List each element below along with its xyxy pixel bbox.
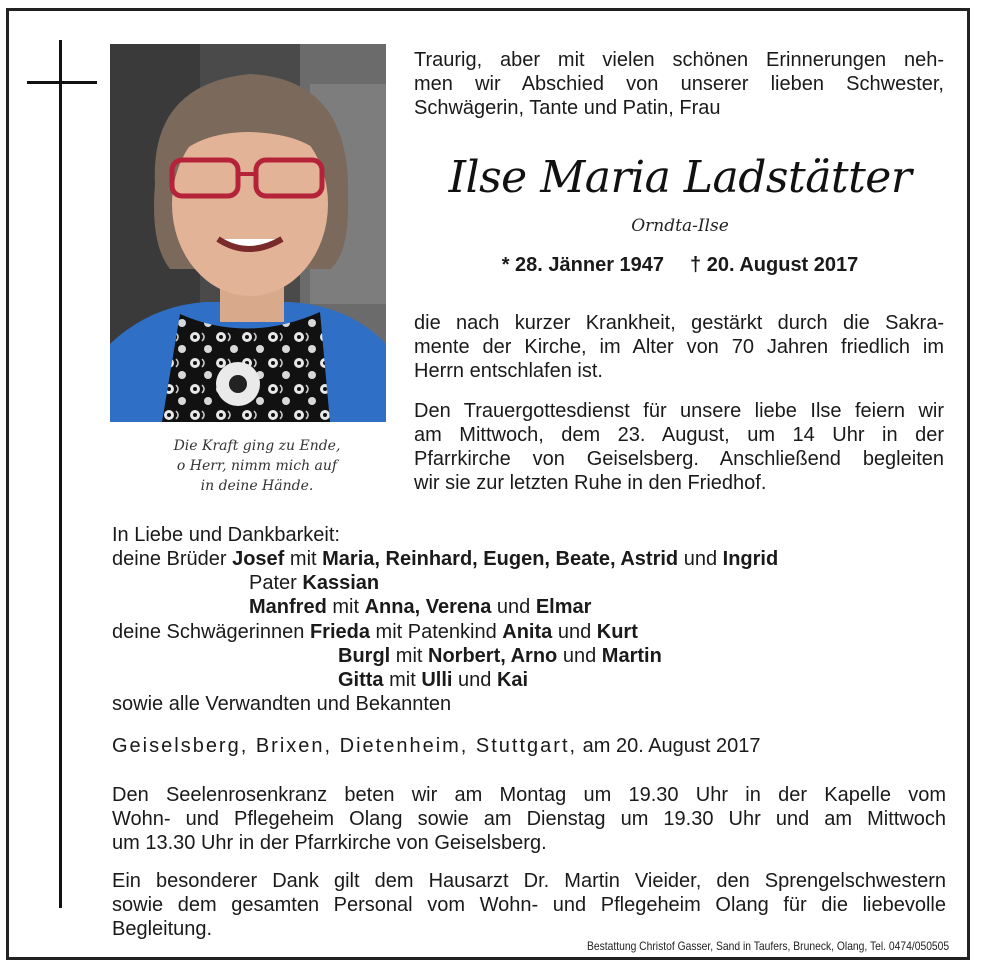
passing-line: die nach kurzer Krankheit, gestärkt durch die Sakra- (414, 312, 944, 334)
location-date: am 20. August 2017 (582, 735, 761, 757)
portrait-photo (110, 44, 386, 422)
death-date: † 20. August 2017 (690, 254, 859, 276)
mourner-name: Ingrid (722, 548, 779, 570)
connector-mit: mit (395, 645, 423, 667)
mourner-name: Burgl (338, 645, 391, 667)
deceased-name: Ilse Maria Ladstätter (448, 152, 912, 203)
connector-und: und (557, 621, 592, 643)
connector-und: und (496, 596, 531, 618)
mourner-name: Manfred (249, 596, 327, 618)
mourners-burgl-line (338, 644, 662, 668)
mourner-name: Ulli (421, 669, 453, 691)
mourner-name: Kai (496, 669, 529, 691)
mourners-pater-line (249, 571, 379, 595)
service-line: wir sie zur letzten Ruhe in den Friedhof. (414, 472, 767, 494)
caption-line: o Herr, nimm mich auf (176, 458, 338, 474)
rosary-line: Wohn- und Pflegeheim Olang sowie am Dienstag um 19.30 Uhr und am Mittwoch (112, 808, 946, 830)
service-line: Pfarrkirche von Geiselsberg. Anschließend begleiten (414, 448, 944, 470)
cross-vertical (59, 40, 62, 908)
caption-line: Die Kraft ging zu Ende, (173, 438, 341, 454)
service-line: am Mittwoch, dem 23. August, um 14 Uhr in der (414, 424, 944, 446)
rosary-line: Den Seelenrosenkranz beten wir am Montag um 19.30 Uhr in der Kapelle vom (112, 784, 946, 806)
connector-und: und (458, 669, 492, 691)
sisters-prefix: deine Schwägerinnen (112, 621, 305, 643)
rosary-line: um 13.30 Uhr in der Pfarrkirche von Geiselsberg. (112, 832, 547, 854)
mourners-sisters-line (112, 620, 638, 644)
location-date-line (112, 735, 761, 758)
life-dates (410, 254, 950, 277)
mourners-manfred-line (249, 595, 591, 619)
thanks-line: Begleitung. (112, 918, 213, 940)
intro-line: men wir Abschied von unserer lieben Schwester, (414, 73, 944, 95)
thanks-line: sowie dem gesamten Personal vom Wohn- und Pflegeheim Olang für die liebevolle (112, 894, 946, 916)
mourner-name: Josef (232, 548, 285, 570)
mourner-name: Elmar (535, 596, 592, 618)
mourner-name: Martin (601, 645, 662, 667)
mourner-name: Kassian (302, 572, 380, 594)
caption-line: in deine Hände. (200, 478, 314, 494)
mourner-name: Anita (502, 621, 553, 643)
intro-line: Traurig, aber mit vielen schönen Erinnerungen neh- (414, 49, 944, 71)
mourner-name: Kurt (596, 621, 638, 643)
mourners-brothers-line (112, 547, 778, 571)
birth-date: * 28. Jänner 1947 (501, 254, 665, 276)
connector-mit: mit (332, 596, 360, 618)
passing-line: mente der Kirche, im Alter von 70 Jahren friedlich im (414, 336, 944, 358)
deceased-nickname: Orndta-Ilse (631, 216, 729, 236)
brothers-prefix: deine Brüder (112, 548, 227, 570)
pater-title: Pater (249, 572, 297, 594)
intro-line: Schwägerin, Tante und Patin, Frau (414, 97, 721, 119)
mourner-names: Norbert, Arno (428, 645, 558, 667)
connector-und: und (683, 548, 718, 570)
mourner-name: Gitta (338, 669, 384, 691)
mourners-heading: In Liebe und Dankbarkeit: (112, 524, 340, 546)
cross-horizontal (27, 81, 97, 84)
service-line: Den Trauergottesdienst für unsere liebe Ilse feiern wir (414, 400, 944, 422)
mourners-gitta-line (338, 668, 528, 692)
connector-mit: mit (389, 669, 416, 691)
connector-mit: mit (289, 548, 317, 570)
connector-und: und (562, 645, 597, 667)
connector-patenkind: mit Patenkind (375, 621, 497, 643)
mourner-name: Frieda (309, 621, 370, 643)
thanks-line: Ein besonderer Dank gilt dem Hausarzt Dr. Martin Vieider, den Sprengelschwestern (112, 870, 946, 892)
mourner-names: Anna, Verena (364, 596, 492, 618)
mourner-names: Maria, Reinhard, Eugen, Beate, Astrid (322, 548, 679, 570)
passing-line: Herrn entschlafen ist. (414, 360, 603, 382)
funeral-home-footer: Bestattung Christof Gasser, Sand in Taufers, Bruneck, Olang, Tel. 0474/050505 (586, 939, 949, 953)
mourners-others: sowie alle Verwandten und Bekannten (112, 693, 452, 715)
location-places: Geiselsberg, Brixen, Dietenheim, Stuttgart, (112, 735, 578, 757)
caption-quote (112, 436, 402, 496)
